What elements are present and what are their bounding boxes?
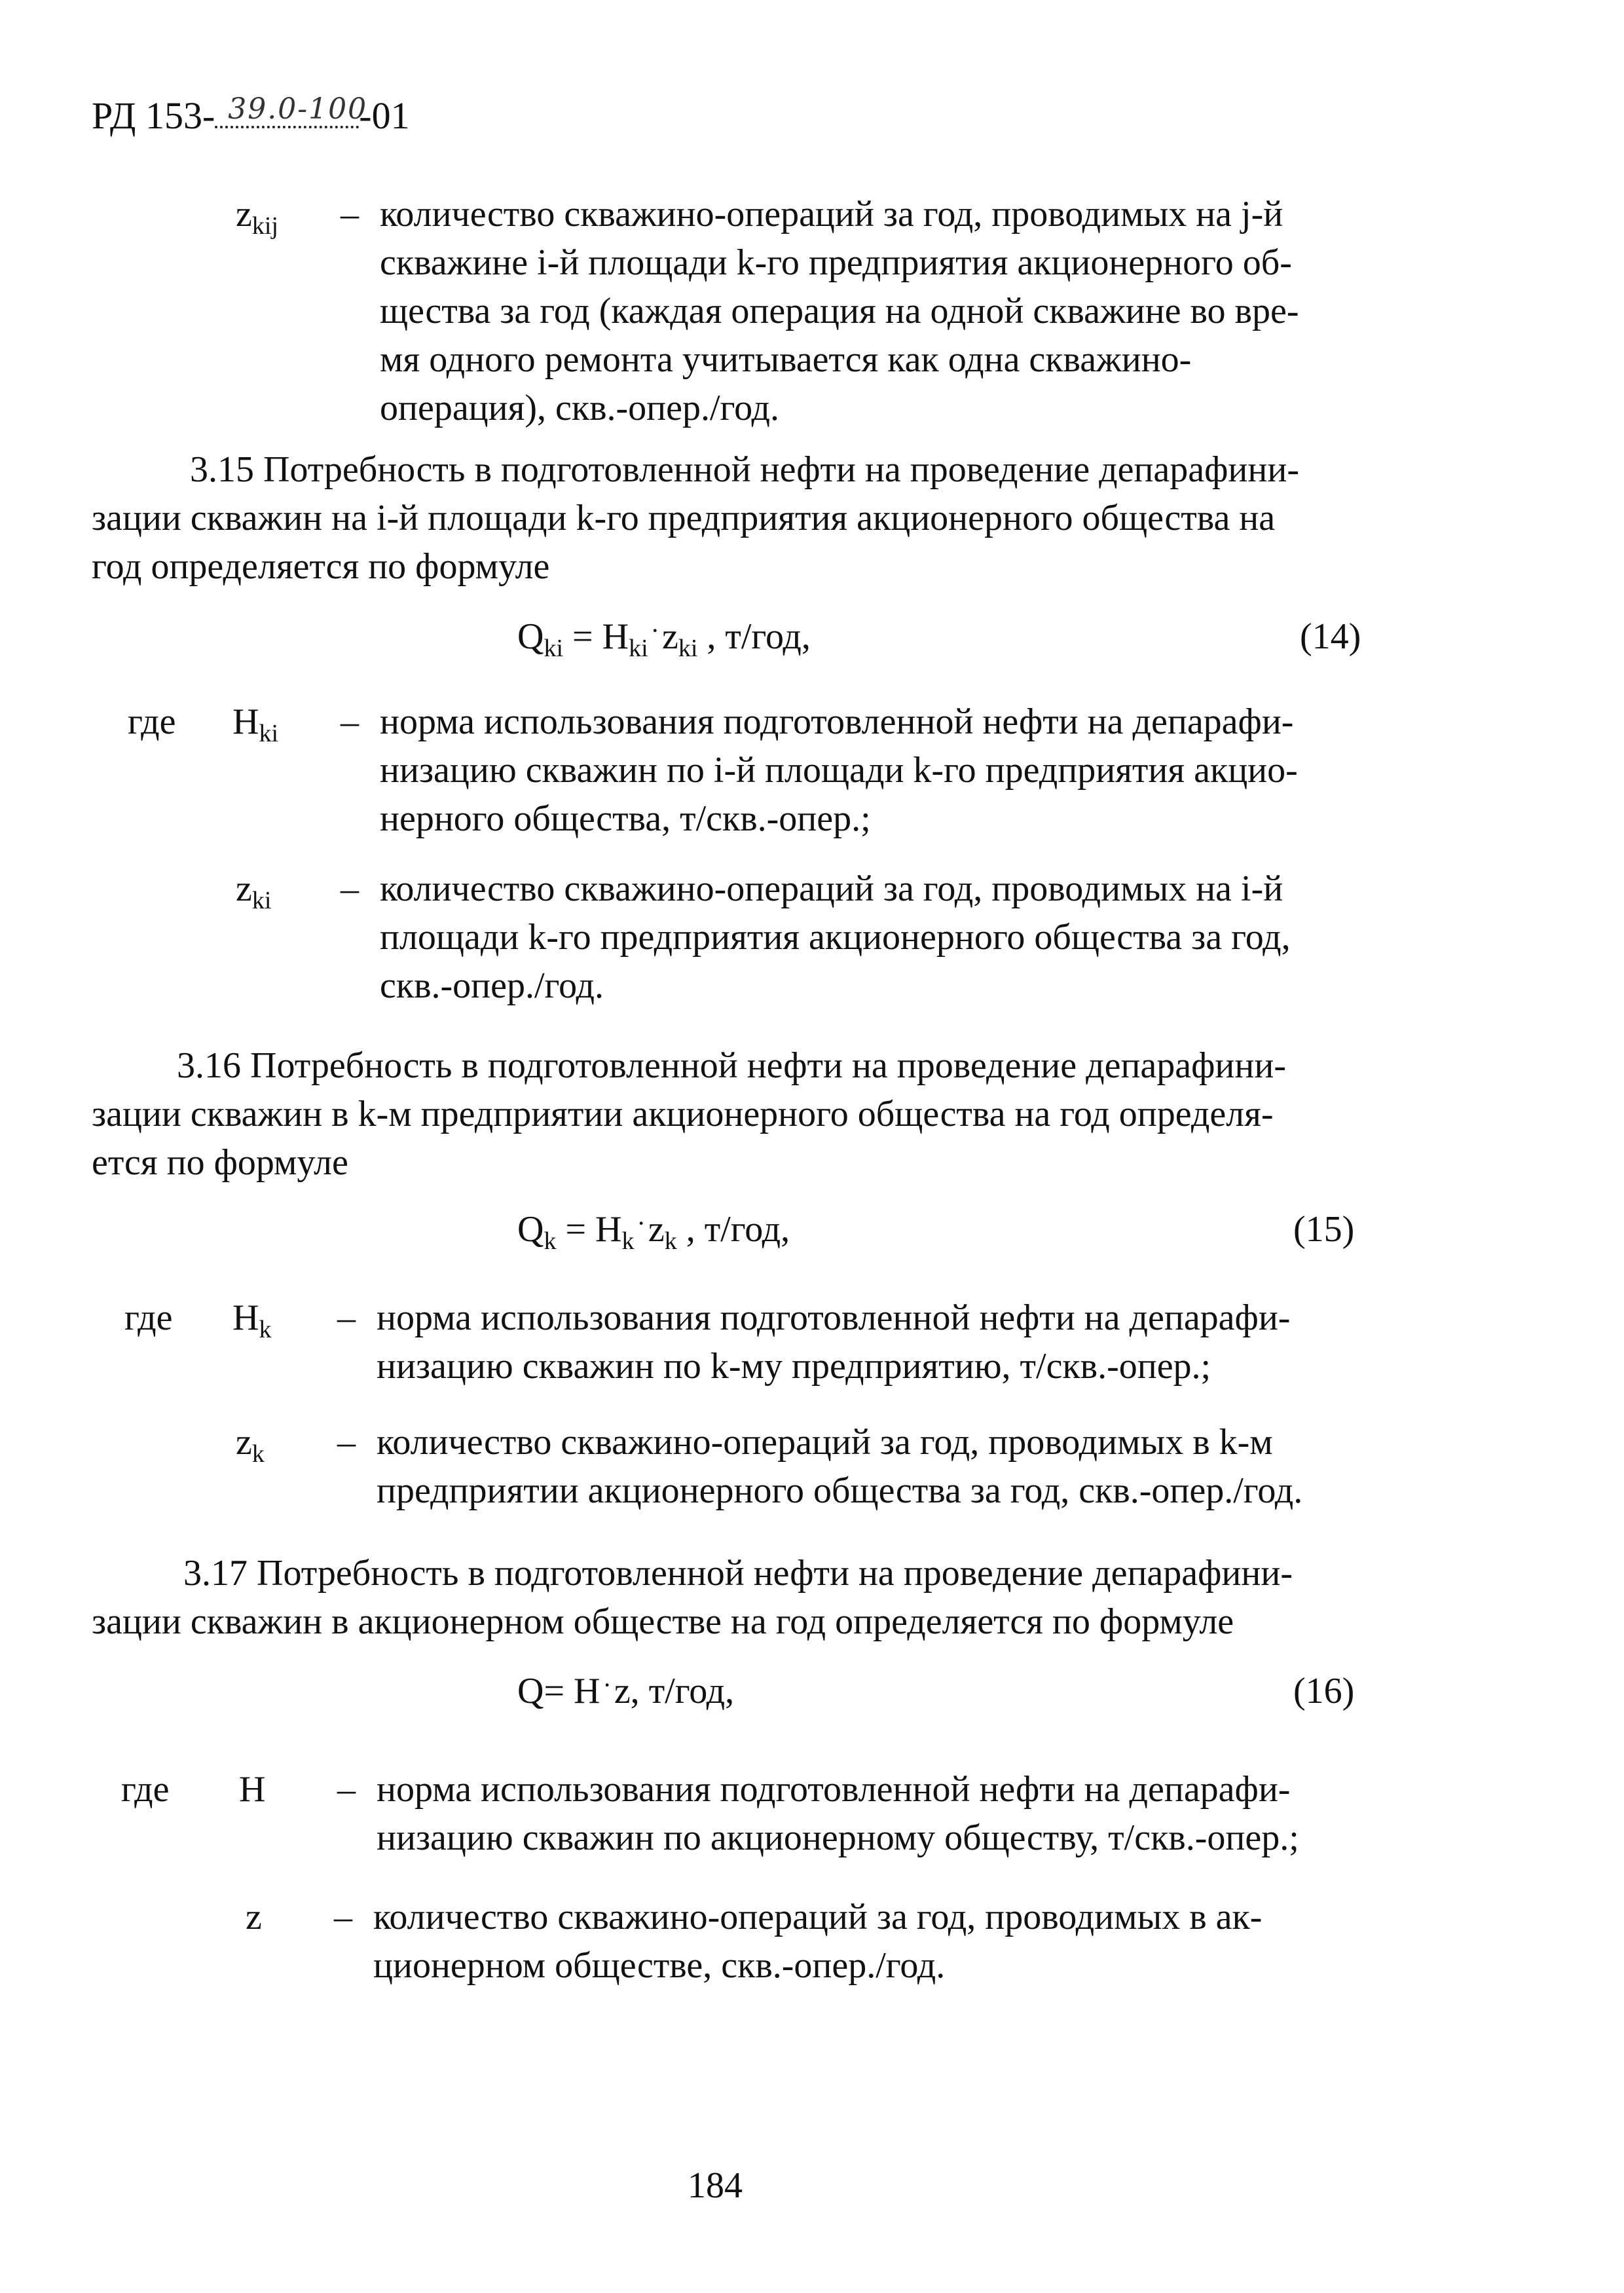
formula-16: Q= H ·z, т/год, [517, 1670, 735, 1711]
def-top-dash: – [341, 194, 359, 234]
def-dash: – [337, 1769, 356, 1810]
def-dash: – [341, 701, 359, 742]
def-line: низацию скважин по k-му предприятию, т/скв.-опер.; [377, 1346, 1211, 1387]
def-line: норма использования подготовленной нефти на депарафи- [380, 701, 1294, 742]
paragraph-line: год определяется по формуле [92, 546, 550, 587]
section-316-paragraph [92, 1041, 1286, 1187]
paragraph-line: ется по формуле [92, 1142, 348, 1183]
def-text-h [377, 1765, 1299, 1862]
def-symbol-zk: $z_k$ [236, 1422, 265, 1468]
def-line: нерного общества, т/скв.-опер.; [380, 798, 871, 839]
def-line: количество скважино-операций за год, проводимых в ак- [373, 1897, 1263, 1937]
header-suffix: -01 [359, 94, 410, 137]
def-dash: – [334, 1897, 352, 1937]
def-top-line: мя одного ремонта учитывается как одна скважино- [380, 339, 1192, 380]
def-line: низацию скважин по акционерному обществу, т/скв.-опер.; [377, 1818, 1299, 1858]
where-label-15: где [124, 1297, 173, 1338]
paragraph-line: 3.16 Потребность в подготовленной нефти на проведение депарафини- [177, 1045, 1286, 1086]
def-line: площади k-го предприятия акционерного общества за год, [380, 917, 1291, 958]
def-top-line: операция), скв.-опер./год. [380, 388, 780, 428]
paragraph-line: зации скважин в акционерном обществе на год определяется по формуле [92, 1601, 1234, 1642]
page-number: 184 [688, 2165, 743, 2206]
def-line: количество скважино-операций за год, проводимых на i-й [380, 868, 1283, 909]
def-line: низацию скважин по i-й площади k-го предприятия акцио- [380, 750, 1298, 791]
def-symbol-hk: $H_k$ [232, 1297, 272, 1343]
formula-15-number: (15) [1293, 1209, 1355, 1250]
def-dash: – [341, 868, 359, 909]
paragraph-line: 3.15 Потребность в подготовленной нефти на проведение депарафини- [190, 449, 1299, 490]
section-317-paragraph [92, 1549, 1293, 1646]
def-line: предприятии акционерного общества за год, скв.-опер./год. [377, 1470, 1303, 1511]
def-line: ционерном обществе, скв.-опер./год. [373, 1945, 946, 1986]
def-line: скв.-опер./год. [380, 965, 604, 1006]
def-symbol-z: z [246, 1897, 262, 1937]
def-line: норма использования подготовленной нефти на депарафи- [377, 1769, 1291, 1810]
def-text-zki [380, 865, 1291, 1010]
def-top-text [380, 190, 1299, 432]
paragraph-line: зации скважин в k-м предприятии акционерного общества на год определя- [92, 1094, 1274, 1134]
formula-16-number: (16) [1293, 1671, 1355, 1711]
def-top-line: щества за год (каждая операция на одной скважине во вре- [380, 291, 1299, 331]
def-text-hki [380, 698, 1298, 843]
header-handwritten-number: 39.0-100 [228, 92, 368, 126]
formula-14: $Q_{ki} = H_{ki}^\cdot z_{ki}$ , т/год, [517, 616, 811, 662]
header-dotted-fill [215, 92, 368, 128]
def-symbol-h: H [239, 1769, 266, 1810]
def-text-z [373, 1893, 1262, 1990]
def-symbol-zki: $z_{ki}$ [236, 868, 272, 914]
def-top-symbol: $z_{kij}$ [236, 194, 278, 240]
where-label-16: где [121, 1769, 170, 1810]
def-symbol-hki: $H_{ki}$ [232, 701, 279, 747]
def-text-hk [377, 1294, 1290, 1390]
document-header [92, 92, 410, 140]
header-prefix: РД 153- [92, 94, 215, 137]
def-line: норма использования подготовленной нефти на депарафи- [377, 1297, 1291, 1338]
def-top-line: количество скважино-операций за год, проводимых на j-й [380, 194, 1283, 234]
formula-14-number: (14) [1300, 616, 1361, 657]
def-text-zk [377, 1418, 1302, 1515]
def-line: количество скважино-операций за год, проводимых в k-м [377, 1422, 1273, 1463]
where-label-14: где [128, 701, 176, 742]
formula-15: $Q_k = H_k^\cdot z_k$ , т/год, [517, 1208, 790, 1255]
paragraph-line: 3.17 Потребность в подготовленной нефти на проведение депарафини- [183, 1553, 1293, 1594]
def-dash: – [337, 1422, 356, 1463]
def-top-line: скважине i-й площади k-го предприятия акционерного об- [380, 242, 1292, 283]
paragraph-line: зации скважин на i-й площади k-го предприятия акционерного общества на [92, 498, 1276, 538]
section-315-paragraph [92, 445, 1299, 591]
def-dash: – [337, 1297, 356, 1338]
